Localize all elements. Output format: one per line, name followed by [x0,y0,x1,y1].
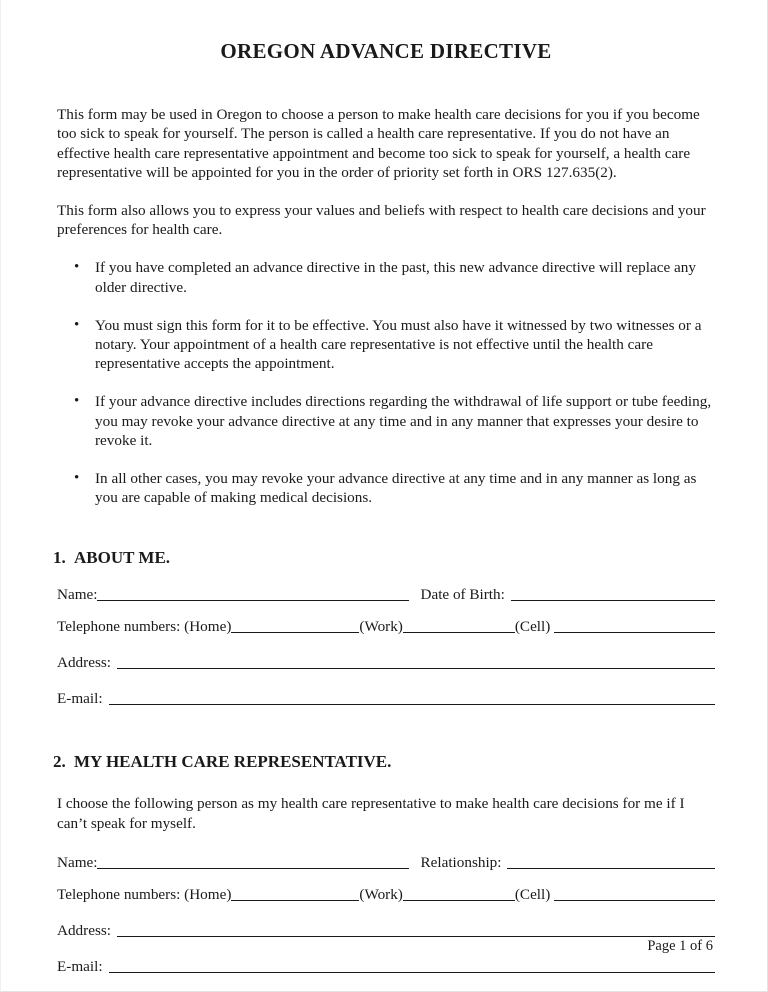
name-label: Name: [57,586,98,604]
values-paragraph: This form also allows you to express your values and beliefs with respect to health care decisions and your preferences for health care. [57,201,706,239]
rep-telephone-home-label: Telephone numbers: (Home) [57,885,232,903]
rep-email-label: E-mail: [57,957,103,975]
work-phone-input[interactable] [403,632,515,633]
section-number: 2. [53,752,66,772]
page-number-footer: Page 1 of 6 [647,938,713,954]
page-content [53,0,715,976]
intro-paragraph: This form may be used in Oregon to choose a person to make health care decisions for you if you become too sick to speak for yourself. The person is called a health care representative. If you do not have an effective health care representative appointment and become too sick to speak for yourself, a health care representative will be appointed for you in the order of priority set forth in ORS 127.635(2). [57,106,700,181]
telephone-cell-label: (Cell) [514,618,551,636]
about-telephone-row [57,617,715,636]
rep-address-row [57,921,715,940]
list-item [57,316,715,374]
representative-intro-paragraph: I choose the following person as my health care representative to make health care decisions for me if I can’t speak for myself. [57,795,685,832]
about-me-form [57,585,715,708]
section-heading-health-care-representative [53,752,715,772]
section-heading-about-me [53,548,715,568]
rep-work-phone-input[interactable] [403,900,515,901]
date-of-birth-input[interactable] [511,600,715,601]
email-label: E-mail: [57,690,103,708]
bullet-icon: • [74,393,80,410]
rep-home-phone-input[interactable] [231,900,359,901]
date-of-birth-label: Date of Birth: [420,586,505,604]
bullet-icon: • [74,259,80,276]
rep-address-input[interactable] [117,936,715,937]
rep-name-label: Name: [57,853,98,871]
email-input[interactable] [109,704,715,705]
about-address-row [57,653,715,672]
relationship-label: Relationship: [420,853,502,871]
list-item [57,469,715,507]
rep-cell-phone-input[interactable] [554,900,715,901]
relationship-input[interactable] [507,868,715,869]
bullet-icon: • [74,469,80,486]
section-title: ABOUT ME. [74,548,171,568]
key-points-list [57,258,715,507]
name-input[interactable] [97,600,409,601]
page-title: OREGON ADVANCE DIRECTIVE [220,39,552,63]
rep-email-input[interactable] [109,972,715,973]
representative-form [57,853,715,976]
list-item-text: You must sign this form for it to be effective. You must also have it witnessed by two witnesses or a notary. Your appointment of a health care representative is not effective until the health care representative accepts the appointment. [95,316,702,373]
rep-name-input[interactable] [97,868,409,869]
telephone-home-label: Telephone numbers: (Home) [57,618,232,636]
cell-phone-input[interactable] [554,632,715,633]
rep-name-row [57,853,715,872]
list-item [57,392,715,450]
home-phone-input[interactable] [231,632,359,633]
list-item-text: In all other cases, you may revoke your advance directive at any time and in any manner as long as you are capable of making medical decisions. [95,469,697,507]
section-title: MY HEALTH CARE REPRESENTATIVE. [74,752,392,772]
rep-address-label: Address: [57,921,111,939]
list-item [57,258,715,296]
list-item-text: If you have completed an advance directive in the past, this new advance directive will replace any older directive. [95,259,696,296]
list-item-text: If your advance directive includes directions regarding the withdrawal of life support or tube feeding, you may revoke your advance directive at any time and in any manner that expresses your desire to revoke it. [95,393,712,449]
rep-email-row [57,957,715,976]
rep-telephone-row [57,885,715,904]
section-number: 1. [53,548,66,568]
bullet-icon: • [74,316,80,333]
about-email-row [57,689,715,708]
rep-telephone-work-label: (Work) [359,885,403,903]
address-input[interactable] [117,668,715,669]
rep-telephone-cell-label: (Cell) [514,885,551,903]
telephone-work-label: (Work) [359,618,403,636]
address-label: Address: [57,654,111,672]
about-name-row [57,585,715,604]
